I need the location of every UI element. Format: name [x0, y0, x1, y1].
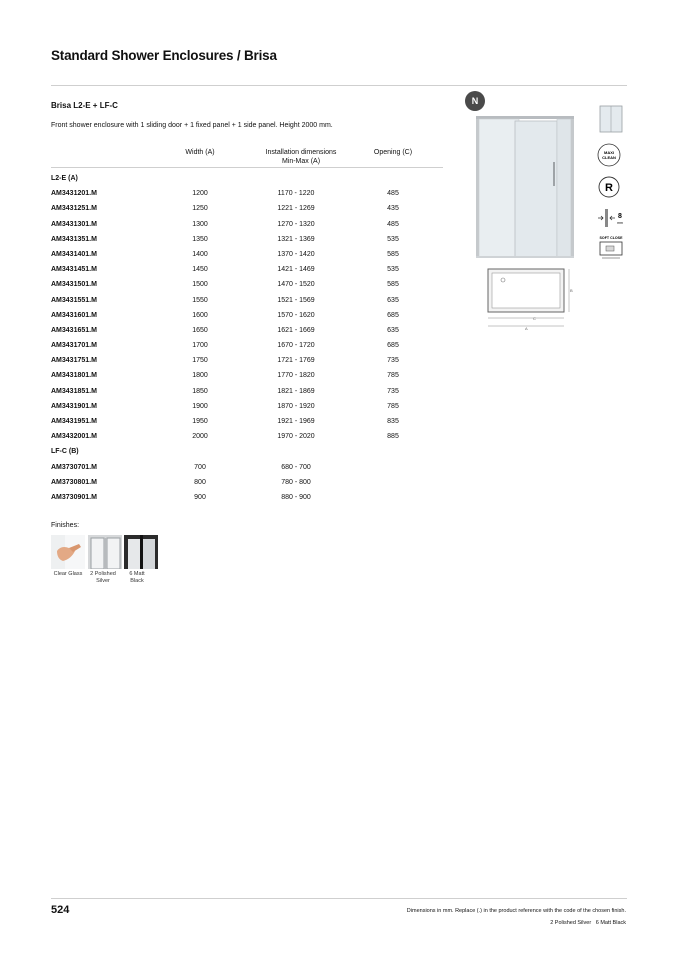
table-row — [51, 476, 443, 491]
product-description: Front shower enclosure with 1 sliding door + 1 fixed panel + 1 side panel. Height 2000 mm. — [51, 122, 333, 129]
shower-enclosure-photo — [473, 112, 578, 260]
product-code: AM3431301.M — [51, 220, 97, 228]
opening-value: 685 — [387, 311, 399, 319]
column-install-header — [246, 148, 356, 166]
column-install-line1: Installation dimensions — [265, 149, 337, 156]
width-value: 1500 — [192, 281, 208, 289]
width-value: 1200 — [192, 190, 208, 198]
opening-value: 635 — [387, 296, 399, 304]
table-group-header — [51, 172, 443, 187]
svg-text:MAXI: MAXI — [604, 150, 614, 155]
table-row — [51, 233, 443, 248]
table-row — [51, 385, 443, 400]
opening-value: 585 — [387, 281, 399, 289]
opening-value: 435 — [387, 205, 399, 213]
width-value: 1600 — [192, 311, 208, 319]
opening-value: 735 — [387, 387, 399, 395]
polished-silver-swatch — [88, 535, 122, 569]
table-row — [51, 324, 443, 339]
table-row — [51, 339, 443, 354]
table-row — [51, 218, 443, 233]
product-code: AM3431751.M — [51, 357, 97, 365]
finishes-label: Finishes: — [51, 522, 80, 529]
footer-divider — [51, 898, 627, 899]
svg-text:mm: mm — [617, 221, 623, 225]
opening-value: 785 — [387, 372, 399, 380]
table-row — [51, 491, 443, 506]
opening-value: 535 — [387, 235, 399, 243]
finish-label-clear-glass: Clear Glass — [53, 571, 83, 577]
table-row — [51, 430, 443, 445]
footer-note: Dimensions in mm. Replace (.) in the product reference with the code of the chosen finish. — [406, 908, 626, 914]
svg-text:CLEAN: CLEAN — [602, 155, 616, 160]
product-code: AM3431901.M — [51, 402, 97, 410]
table-row — [51, 278, 443, 293]
installation-range: 1321 - 1369 — [277, 235, 315, 243]
enclosure-thumbnail-icon — [596, 104, 626, 134]
table-group-header — [51, 445, 443, 460]
column-opening-header: Opening (C) — [373, 149, 413, 156]
installation-range: 1721 - 1769 — [277, 357, 315, 365]
width-value: 1750 — [192, 357, 208, 365]
installation-range: 880 - 900 — [281, 493, 311, 501]
table-row — [51, 187, 443, 202]
dimensions-table — [51, 172, 443, 506]
width-value: 1900 — [192, 402, 208, 410]
installation-range: 1970 - 2020 — [277, 433, 315, 441]
product-code: AM3730701.M — [51, 463, 97, 471]
svg-text:R: R — [605, 182, 613, 194]
product-code: AM3431551.M — [51, 296, 97, 304]
width-value: 1550 — [192, 296, 208, 304]
installation-range: 1521 - 1569 — [277, 296, 315, 304]
width-value: 2000 — [192, 433, 208, 441]
footer-finish-codes: 2 Polished Silver 6 Matt Black — [550, 920, 626, 926]
installation-range: 1670 - 1720 — [277, 342, 315, 350]
product-code: AM3431451.M — [51, 266, 97, 274]
page-title: Standard Shower Enclosures / Brisa — [51, 48, 277, 63]
width-value: 1300 — [192, 220, 208, 228]
width-value: 900 — [194, 493, 206, 501]
width-value: 1400 — [192, 250, 208, 258]
dimension-label-c: C — [533, 316, 536, 321]
installation-range: 1221 - 1269 — [277, 205, 315, 213]
group-label: LF-C (B) — [51, 448, 79, 456]
table-row — [51, 294, 443, 309]
column-width-header: Width (A) — [185, 149, 215, 156]
table-row — [51, 309, 443, 324]
matt-black-swatch — [124, 535, 158, 569]
opening-value: 685 — [387, 342, 399, 350]
installation-range: 1770 - 1820 — [277, 372, 315, 380]
finish-label-matt-black: 6 Matt Black — [129, 571, 145, 584]
new-badge: N — [465, 91, 485, 111]
product-code: AM3432001.M — [51, 433, 97, 441]
table-row — [51, 202, 443, 217]
product-code: AM3431951.M — [51, 418, 97, 425]
clear-glass-swatch — [51, 535, 85, 569]
dimension-label-b: B — [570, 288, 573, 293]
installation-range: 1570 - 1620 — [277, 311, 315, 319]
installation-range: 1270 - 1320 — [277, 220, 315, 228]
opening-value: 835 — [387, 418, 399, 425]
installation-range: 1870 - 1920 — [277, 402, 315, 410]
product-code: AM3431601.M — [51, 311, 97, 319]
installation-range: 1170 - 1220 — [277, 190, 315, 198]
installation-range: 780 - 800 — [281, 478, 311, 486]
width-value: 800 — [194, 478, 206, 486]
installation-range: 1921 - 1969 — [277, 418, 315, 425]
product-code: AM3431651.M — [51, 326, 97, 334]
installation-range: 1421 - 1469 — [277, 266, 315, 274]
dimension-label-a: A — [525, 326, 528, 331]
installation-range: 1370 - 1420 — [277, 250, 315, 258]
svg-text:8: 8 — [618, 213, 622, 220]
product-code: AM3431801.M — [51, 372, 97, 380]
table-row — [51, 461, 443, 476]
opening-value: 485 — [387, 190, 399, 198]
table-header-divider — [51, 167, 443, 168]
opening-value: 535 — [387, 266, 399, 274]
width-value: 1950 — [192, 418, 208, 425]
product-code: AM3431251.M — [51, 205, 97, 213]
finish-label-polished-silver: 2 Polished Silver — [90, 571, 116, 584]
product-title: Brisa L2-E + LF-C — [51, 101, 118, 110]
product-code: AM3431201.M — [51, 190, 97, 198]
image-column-divider — [465, 85, 627, 86]
opening-value: 785 — [387, 402, 399, 410]
group-label: L2-E (A) — [51, 175, 78, 182]
opening-value: 635 — [387, 326, 399, 334]
product-code: AM3730801.M — [51, 478, 97, 486]
column-install-line2: Min-Max (A) — [281, 158, 321, 165]
width-value: 1850 — [192, 387, 208, 395]
table-row — [51, 248, 443, 263]
table-row — [51, 263, 443, 278]
soft-close-icon — [596, 233, 626, 261]
table-row — [51, 415, 443, 430]
maxi-clean-icon — [596, 141, 626, 169]
installation-range: 1621 - 1669 — [277, 326, 315, 334]
width-value: 1450 — [192, 266, 208, 274]
floor-plan-drawing — [485, 266, 575, 336]
width-value: 1350 — [192, 235, 208, 243]
reversible-icon — [596, 173, 626, 201]
installation-range: 1470 - 1520 — [277, 281, 315, 289]
installation-range: 1821 - 1869 — [277, 387, 315, 395]
installation-range: 680 - 700 — [281, 463, 311, 471]
table-row — [51, 354, 443, 369]
opening-value: 885 — [387, 433, 399, 441]
opening-value: 485 — [387, 220, 399, 228]
glass-thickness-icon — [596, 206, 626, 230]
product-code: AM3431351.M — [51, 235, 97, 243]
table-row — [51, 400, 443, 415]
table-row — [51, 369, 443, 384]
width-value: 1700 — [192, 342, 208, 350]
svg-text:SOFT CLOSE: SOFT CLOSE — [599, 236, 623, 240]
page-number: 524 — [51, 904, 70, 916]
product-code: AM3431851.M — [51, 387, 97, 395]
width-value: 700 — [194, 463, 206, 471]
opening-value: 585 — [387, 250, 399, 258]
product-code: AM3730901.M — [51, 493, 97, 501]
width-value: 1250 — [192, 205, 208, 213]
width-value: 1650 — [192, 326, 208, 334]
product-code: AM3431701.M — [51, 342, 97, 350]
width-value: 1800 — [192, 372, 208, 380]
product-code: AM3431401.M — [51, 250, 97, 258]
opening-value: 735 — [387, 357, 399, 365]
product-code: AM3431501.M — [51, 281, 97, 289]
